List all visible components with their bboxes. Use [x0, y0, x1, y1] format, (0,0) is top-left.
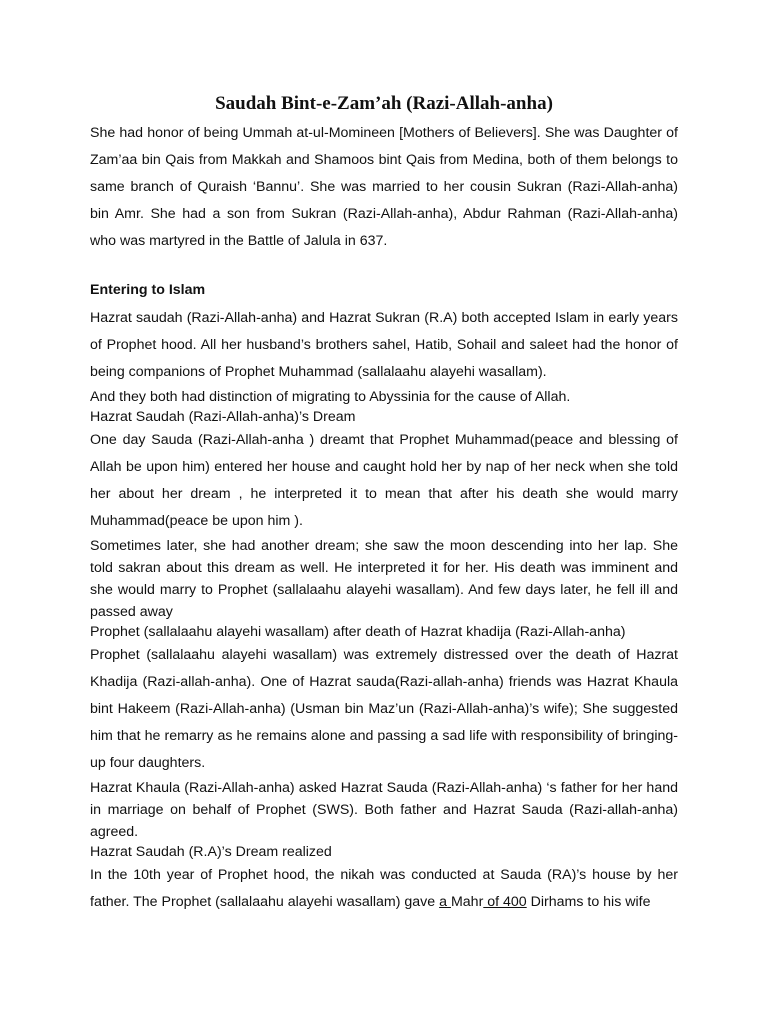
second-dream-paragraph: Sometimes later, she had another dream; she saw the moon descending into her lap. She told sakran about this dream as well. He interpreted it for her. His death was imminent and she would marry to Prophet (sallalaahu alayehi wasallam). And few days later, he fell ill and passed away	[90, 538, 678, 620]
nikah-text-start: In the 10th year of Prophet hood, the nikah was conducted at Sauda (RA)’s house by her father. The Prophet (sallalaahu alayehi wasallam) gave	[90, 867, 678, 910]
section-heading-dream-realized: Hazrat Saudah (R.A)’s Dream realized	[90, 844, 332, 860]
entering-islam-paragraph: Hazrat saudah (Razi-Allah-anha) and Hazrat Sukran (R.A) both accepted Islam in early years of Prophet hood. All her husband’s brothers sahel, Hatib, Sohail and saleet had the honor of being companions of Prophet Muhammad (sallalaahu alayehi wasallam).	[90, 310, 678, 380]
nikah-paragraph	[90, 862, 678, 916]
nikah-text-mahr: Mahr	[450, 894, 484, 910]
section-heading-after-khadija: Prophet (sallalaahu alayehi wasallam) after death of Hazrat khadija (Razi-Allah-anha)	[90, 624, 626, 640]
section-heading-entering-islam: Entering to Islam	[90, 282, 206, 298]
dream-paragraph: One day Sauda (Razi-Allah-anha ) dreamt that Prophet Muhammad(peace and blessing of Allah be upon him) entered her house and caught hold her by nap of her neck when she told her about her dream , he interpreted it to mean that after his death she would marry Muhammad(peace be upon him ).	[90, 432, 678, 529]
nikah-underlined-amount: of 400	[483, 894, 527, 910]
distress-paragraph: Prophet (sallalaahu alayehi wasallam) was extremely distressed over the death of Hazrat Khadija (Razi-allah-anha). One of Hazrat sauda(Razi-allah-anha) friends was Hazrat Khaula bint Hakeem (Razi-Allah-anha) (Usman bin Maz’un (Razi-Allah-anha)’s wife); She suggested him that he remarry as he remains alone and passing a sad life with responsibility of bringing-up four daughters.	[90, 647, 678, 771]
document-page	[90, 90, 678, 916]
proposal-paragraph: Hazrat Khaula (Razi-Allah-anha) asked Hazrat Sauda (Razi-Allah-anha) ‘s father for her hand in marriage on behalf of Prophet (SWS). Both father and Hazrat Sauda (Razi-allah-anha) agreed.	[90, 780, 678, 840]
document-title: Saudah Bint-e-Zam’ah (Razi-Allah-anha)	[215, 93, 553, 114]
section-heading-dream: Hazrat Saudah (Razi-Allah-anha)’s Dream	[90, 409, 356, 425]
nikah-underlined-a: a	[439, 894, 451, 910]
nikah-text-end: Dirhams to his wife	[526, 894, 651, 910]
abyssinia-paragraph: And they both had distinction of migrating to Abyssinia for the cause of Allah.	[90, 389, 571, 405]
intro-paragraph: She had honor of being Ummah at-ul-Momineen [Mothers of Believers]. She was Daughter of Zam’aa bin Qais from Makkah and Shamoos bint Qais from Medina, both of them belongs to same branch of Quraish ‘Bannu’. She was married to her cousin Sukran (Razi-Allah-anha) bin Amr. She had a son from Sukran (Razi-Allah-anha), Abdur Rahman (Razi-Allah-anha) who was martyred in the Battle of Jalula in 637.	[90, 125, 678, 249]
